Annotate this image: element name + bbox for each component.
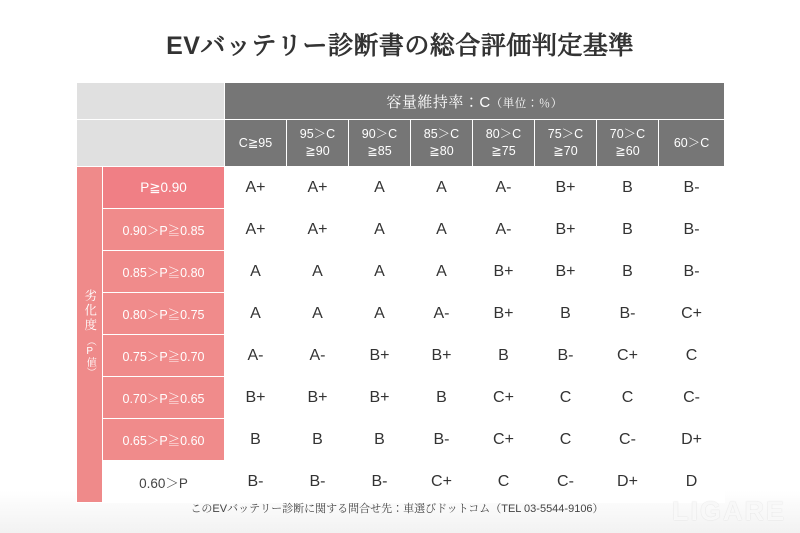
column-header-4-line2: ≧80 [429, 144, 454, 158]
grade-cell-r4c4: A- [411, 293, 473, 335]
column-header-3-line2: ≧85 [367, 144, 392, 158]
column-header-4-line1: 85＞C [423, 127, 460, 142]
capacity-header-unit: （単位：％） [490, 97, 563, 110]
grade-cell-r2c5: A- [473, 209, 535, 251]
grade-cell-r3c1: A [225, 251, 287, 293]
grade-cell-r5c4: B+ [411, 335, 473, 377]
grade-cell-r5c7: C+ [597, 335, 659, 377]
grade-cell-r4c8: C+ [659, 293, 725, 335]
column-header-3-line1: 90＞C [361, 127, 398, 142]
grade-cell-r5c3: B+ [349, 335, 411, 377]
degradation-axis-label [77, 167, 103, 503]
column-header-8-line1: 60＞C [673, 135, 710, 150]
degradation-axis-label-sub: （P値） [84, 335, 96, 377]
page-title: EVバッテリー診断書の総合評価判定基準 [166, 32, 634, 60]
column-header-5-line1: 80＞C [485, 127, 522, 142]
grade-cell-r8c3: B- [349, 461, 411, 503]
row-header-6: 0.70＞P≧0.65 [103, 377, 225, 419]
grade-cell-r2c3: A [349, 209, 411, 251]
grade-cell-r8c7: D+ [597, 461, 659, 503]
grade-cell-r2c1: A+ [225, 209, 287, 251]
grade-cell-r5c2: A- [287, 335, 349, 377]
grade-cell-r6c4: B [411, 377, 473, 419]
grade-cell-r7c8: D+ [659, 419, 725, 461]
grade-cell-r8c5: C [473, 461, 535, 503]
column-header-1 [225, 120, 287, 167]
corner-blank-top [77, 83, 225, 120]
grade-cell-r2c4: A [411, 209, 473, 251]
column-header-7-line1: 70＞C [609, 127, 646, 142]
row-header-7: 0.65＞P≧0.60 [103, 419, 225, 461]
grade-cell-r6c6: C [535, 377, 597, 419]
grade-cell-r3c8: B- [659, 251, 725, 293]
grade-cell-r1c1: A+ [225, 167, 287, 209]
table-row [77, 251, 725, 293]
grade-cell-r2c2: A+ [287, 209, 349, 251]
grade-cell-r5c6: B- [535, 335, 597, 377]
grade-cell-r2c6: B+ [535, 209, 597, 251]
corner-blank [77, 120, 225, 167]
grade-cell-r4c6: B [535, 293, 597, 335]
grade-cell-r3c3: A [349, 251, 411, 293]
table-row [77, 293, 725, 335]
capacity-header-main: 容量維持率：C [386, 93, 491, 111]
column-header-6 [535, 120, 597, 167]
row-header-5: 0.75＞P≧0.70 [103, 335, 225, 377]
grade-cell-r1c7: B [597, 167, 659, 209]
grade-cell-r8c2: B- [287, 461, 349, 503]
grade-cell-r7c7: C- [597, 419, 659, 461]
column-header-5-line2: ≧75 [491, 144, 516, 158]
grade-cell-r3c7: B [597, 251, 659, 293]
column-header-7 [597, 120, 659, 167]
column-header-8 [659, 120, 725, 167]
grade-cell-r8c6: C- [535, 461, 597, 503]
grade-cell-r1c8: B- [659, 167, 725, 209]
column-header-2-line1: 95＞C [299, 127, 336, 142]
table-row [77, 461, 725, 503]
grade-cell-r7c2: B [287, 419, 349, 461]
grade-cell-r7c4: B- [411, 419, 473, 461]
grade-cell-r1c6: B+ [535, 167, 597, 209]
grade-cell-r7c3: B [349, 419, 411, 461]
grade-cell-r7c6: C [535, 419, 597, 461]
grade-cell-r3c4: A [411, 251, 473, 293]
grade-cell-r1c2: A+ [287, 167, 349, 209]
grade-cell-r6c2: B+ [287, 377, 349, 419]
grade-cell-r1c5: A- [473, 167, 535, 209]
grade-cell-r5c5: B [473, 335, 535, 377]
column-header-row [77, 120, 725, 167]
watermark: LIGARE [671, 496, 786, 526]
grade-cell-r6c8: C- [659, 377, 725, 419]
grade-cell-r3c2: A [287, 251, 349, 293]
column-header-2 [287, 120, 349, 167]
grade-cell-r1c4: A [411, 167, 473, 209]
grade-cell-r5c1: A- [225, 335, 287, 377]
grade-cell-r4c5: B+ [473, 293, 535, 335]
row-header-1: P≧0.90 [103, 167, 225, 209]
grade-cell-r4c3: A [349, 293, 411, 335]
row-header-4: 0.80＞P≧0.75 [103, 293, 225, 335]
matrix-table [76, 82, 725, 503]
column-header-5 [473, 120, 535, 167]
capacity-header [225, 83, 725, 120]
degradation-axis-label-main: 劣化度 [82, 288, 97, 333]
table-row [77, 377, 725, 419]
grade-cell-r6c1: B+ [225, 377, 287, 419]
grade-cell-r2c8: B- [659, 209, 725, 251]
grade-cell-r6c3: B+ [349, 377, 411, 419]
grade-cell-r4c2: A [287, 293, 349, 335]
column-header-6-line1: 75＞C [547, 127, 584, 142]
column-header-2-line2: ≧90 [305, 144, 330, 158]
grade-cell-r6c5: C+ [473, 377, 535, 419]
column-header-6-line2: ≧70 [553, 144, 578, 158]
grade-cell-r7c1: B [225, 419, 287, 461]
evaluation-matrix [76, 82, 724, 503]
column-header-3 [349, 120, 411, 167]
row-header-8: 0.60＞P [103, 461, 225, 503]
column-header-4 [411, 120, 473, 167]
contact-footer: このEVバッテリー診断に関する問合せ先：車選びドットコム（TEL 03-5544-9106） [190, 503, 604, 515]
grade-cell-r8c1: B- [225, 461, 287, 503]
grade-cell-r8c4: C+ [411, 461, 473, 503]
grade-cell-r8c8: D [659, 461, 725, 503]
grade-cell-r2c7: B [597, 209, 659, 251]
table-row [77, 335, 725, 377]
grade-cell-r3c5: B+ [473, 251, 535, 293]
row-header-2: 0.90＞P≧0.85 [103, 209, 225, 251]
grade-cell-r3c6: B+ [535, 251, 597, 293]
table-row [77, 167, 725, 209]
column-header-7-line2: ≧60 [615, 144, 640, 158]
grade-cell-r4c7: B- [597, 293, 659, 335]
row-header-3: 0.85＞P≧0.80 [103, 251, 225, 293]
grade-cell-r5c8: C [659, 335, 725, 377]
column-header-1-line1: C≧95 [238, 135, 273, 150]
grade-cell-r7c5: C+ [473, 419, 535, 461]
capacity-header-row [77, 83, 725, 120]
table-row [77, 419, 725, 461]
grade-cell-r1c3: A [349, 167, 411, 209]
table-row [77, 209, 725, 251]
grade-cell-r6c7: C [597, 377, 659, 419]
grade-cell-r4c1: A [225, 293, 287, 335]
